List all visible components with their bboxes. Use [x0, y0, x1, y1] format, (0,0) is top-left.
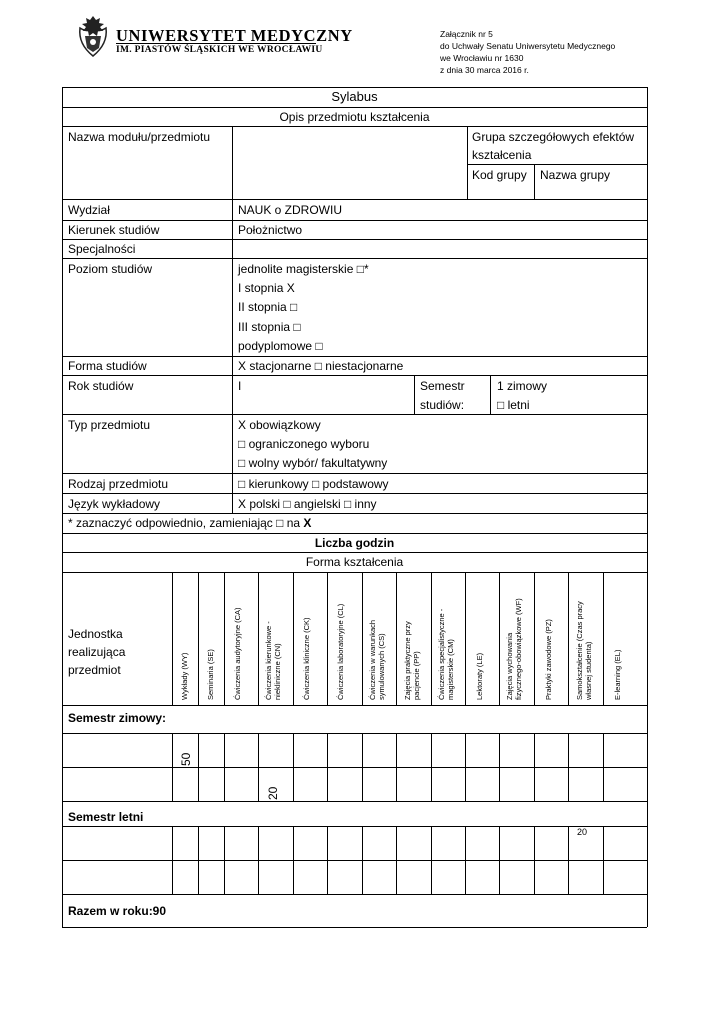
university-crest-icon — [76, 14, 110, 58]
grid-line — [362, 572, 363, 705]
table-line — [467, 126, 468, 199]
header-rule — [116, 43, 316, 44]
col-header-pp: Zajęcia praktyczne przy — [403, 621, 412, 700]
table-border — [62, 87, 63, 927]
semester-option-winter[interactable]: 1 zimowy — [497, 379, 548, 393]
col-header-cn-2: niekliniczne (CN) — [273, 643, 282, 700]
university-name: UNIWERSYTET MEDYCZNY — [116, 26, 353, 45]
col-header-wf: Zajęcia wychowania — [505, 632, 514, 700]
specialty-label: Specjalności — [68, 242, 136, 256]
table-line — [62, 733, 647, 734]
group-name-label: Nazwa grupy — [540, 168, 611, 182]
university-subtitle: IM. PIASTÓW ŚLĄSKICH WE WROCŁAWIU — [116, 45, 323, 55]
col-header-wy: Wykłady (WY) — [180, 652, 189, 700]
type-option[interactable]: X obowiązkowy — [238, 418, 321, 432]
field-label: Kierunek studiów — [68, 223, 160, 237]
hours-title: Liczba godzin — [314, 536, 395, 550]
grid-line — [293, 826, 294, 894]
table-border — [62, 927, 647, 928]
table-line — [62, 572, 647, 573]
form-options[interactable]: X stacjonarne □ niestacjonarne — [238, 359, 404, 373]
annex-line: z dnia 30 marca 2016 r. — [440, 65, 529, 75]
table-line — [62, 473, 647, 474]
level-label: Poziom studiów — [68, 262, 153, 276]
faculty-value[interactable]: NAUK o ZDROWIU — [238, 203, 343, 217]
grid-line — [431, 733, 432, 801]
grid-line — [534, 826, 535, 894]
annex-line: we Wrocławiu nr 1630 — [440, 53, 524, 63]
col-header-pz: Praktyki zawodowe (PZ) — [544, 619, 553, 700]
semester-label: Semestr — [420, 379, 465, 393]
col-header-self-study-2: własnej studenta) — [584, 641, 593, 700]
grid-line — [396, 826, 397, 894]
module-name-label: Nazwa modułu/przedmiotu — [68, 130, 211, 144]
winter-lectures-hours[interactable]: 50 — [179, 752, 193, 766]
col-header-pp-2: pacjencie (PP) — [412, 651, 421, 700]
unit-label: Jednostka — [68, 627, 123, 641]
table-line — [62, 258, 647, 259]
table-line — [62, 705, 647, 706]
grid-line — [327, 826, 328, 894]
table-line — [62, 239, 647, 240]
grid-line — [603, 733, 604, 801]
grid-line — [534, 733, 535, 801]
grid-line — [258, 733, 259, 801]
level-option[interactable]: podyplomowe □ — [238, 339, 323, 353]
kind-label: Rodzaj przedmiotu — [68, 477, 169, 491]
table-line — [62, 767, 647, 768]
col-header-ck: Ćwiczenia kliniczne (CK) — [302, 617, 311, 700]
col-header-el: E-learning (EL) — [613, 649, 622, 700]
level-option[interactable]: II stopnia □ — [238, 300, 298, 314]
type-option[interactable]: □ wolny wybór/ fakultatywny — [238, 456, 388, 470]
grid-line — [327, 572, 328, 705]
type-option[interactable]: □ ograniczonego wyboru — [238, 437, 370, 451]
table-line — [534, 164, 535, 199]
yearly-total: Razem w roku:90 — [68, 904, 167, 918]
grid-line — [198, 572, 199, 705]
annex-note — [440, 28, 615, 76]
grid-line — [396, 733, 397, 801]
grid-line — [431, 572, 432, 705]
table-line — [62, 414, 647, 415]
grid-line — [499, 733, 500, 801]
grid-line — [431, 826, 432, 894]
grid-line — [568, 826, 569, 894]
grid-line — [465, 826, 466, 894]
col-header-ca: Ćwiczenia audytoryjne (CA) — [233, 607, 242, 700]
grid-line — [258, 826, 259, 894]
grid-line — [293, 733, 294, 801]
grid-line — [568, 572, 569, 705]
table-line — [62, 493, 647, 494]
table-line — [232, 126, 233, 513]
year-label: Rok studiów — [68, 379, 134, 393]
effects-group-label: Grupa szczegółowych efektów — [472, 130, 635, 144]
form-label: Forma studiów — [68, 359, 147, 373]
table-line — [490, 375, 491, 414]
col-header-le: Lektoraty (LE) — [475, 652, 484, 700]
syllabus-title: Sylabus — [331, 89, 378, 104]
form-of-education-title: Forma kształcenia — [305, 555, 404, 569]
grid-line — [172, 826, 173, 894]
grid-line — [172, 733, 173, 801]
level-option[interactable]: jednolite magisterskie □* — [238, 262, 369, 276]
instruction-x: X — [303, 516, 312, 530]
table-line — [414, 375, 415, 414]
grid-line — [396, 572, 397, 705]
col-header-self-study: Samokształcenie (Czas pracy — [575, 601, 584, 700]
summer-semester-label: Semestr letni — [68, 810, 144, 824]
grid-line — [224, 826, 225, 894]
summer-self-study-hours[interactable]: 20 — [577, 827, 588, 837]
col-header-cn: Ćwiczenia kierunkowe - — [264, 621, 273, 700]
annex-line: Załącznik nr 5 — [440, 29, 493, 39]
language-options[interactable]: X polski □ angielski □ inny — [238, 497, 377, 511]
effects-group-label-cont: kształcenia — [472, 148, 532, 162]
language-label: Język wykładowy — [68, 497, 161, 511]
table-line — [62, 894, 647, 895]
table-border — [647, 87, 648, 927]
grid-line — [224, 733, 225, 801]
grid-line — [465, 733, 466, 801]
instruction-text: * zaznaczyć odpowiednio, zamieniając □ na — [68, 516, 304, 530]
col-header-cm: Ćwiczenia specjalistyczne - — [437, 608, 446, 700]
annex-line: do Uchwały Senatu Uniwersytetu Medycznego — [440, 41, 616, 51]
col-header-cs: Ćwiczenia w warunkach — [368, 619, 377, 700]
grid-line — [327, 733, 328, 801]
field-value[interactable]: Położnictwo — [238, 223, 303, 237]
type-label: Typ przedmiotu — [68, 418, 151, 432]
unit-label: przedmiot — [68, 663, 121, 677]
grid-line — [198, 826, 199, 894]
year-value[interactable]: I — [238, 379, 242, 393]
grid-line — [198, 733, 199, 801]
grid-line — [293, 572, 294, 705]
table-line — [62, 126, 647, 127]
table-line — [62, 826, 647, 827]
table-line — [467, 164, 647, 165]
grid-line — [499, 826, 500, 894]
grid-line — [362, 733, 363, 801]
table-line — [62, 801, 647, 802]
table-line — [62, 199, 647, 200]
col-header-wf-2: fizycznego-obowiązkowe (WF) — [514, 598, 523, 700]
group-code-label: Kod grupy — [472, 168, 527, 182]
faculty-label: Wydział — [68, 203, 110, 217]
grid-line — [465, 572, 466, 705]
grid-line — [534, 572, 535, 705]
grid-line — [568, 733, 569, 801]
level-option[interactable]: I stopnia X — [238, 281, 295, 295]
winter-cn-hours[interactable]: 20 — [266, 786, 280, 800]
instruction-note — [68, 514, 311, 532]
syllabus-subtitle: Opis przedmiotu kształcenia — [279, 110, 430, 124]
grid-line — [362, 826, 363, 894]
col-header-se: Seminaria (SE) — [206, 649, 215, 700]
level-option[interactable]: III stopnia □ — [238, 320, 301, 334]
kind-options[interactable]: □ kierunkowy □ podstawowy — [238, 477, 389, 491]
col-header-cm-2: magisterskie (CM) — [446, 639, 455, 700]
semester-label-cont: studiów: — [420, 398, 465, 412]
grid-line — [224, 572, 225, 705]
col-header-cs-2: symulowanych (CS) — [377, 633, 386, 700]
grid-line — [172, 572, 173, 705]
winter-semester-label: Semestr zimowy: — [68, 711, 167, 725]
grid-line — [499, 572, 500, 705]
grid-line — [603, 826, 604, 894]
semester-option-summer[interactable]: □ letni — [497, 398, 530, 412]
unit-label: realizująca — [68, 645, 126, 659]
table-line — [62, 860, 647, 861]
table-line — [62, 375, 647, 376]
grid-line — [603, 572, 604, 705]
grid-line — [258, 572, 259, 705]
col-header-cl: Ćwiczenia laboratoryjne (CL) — [336, 603, 345, 700]
document-header — [0, 0, 725, 86]
